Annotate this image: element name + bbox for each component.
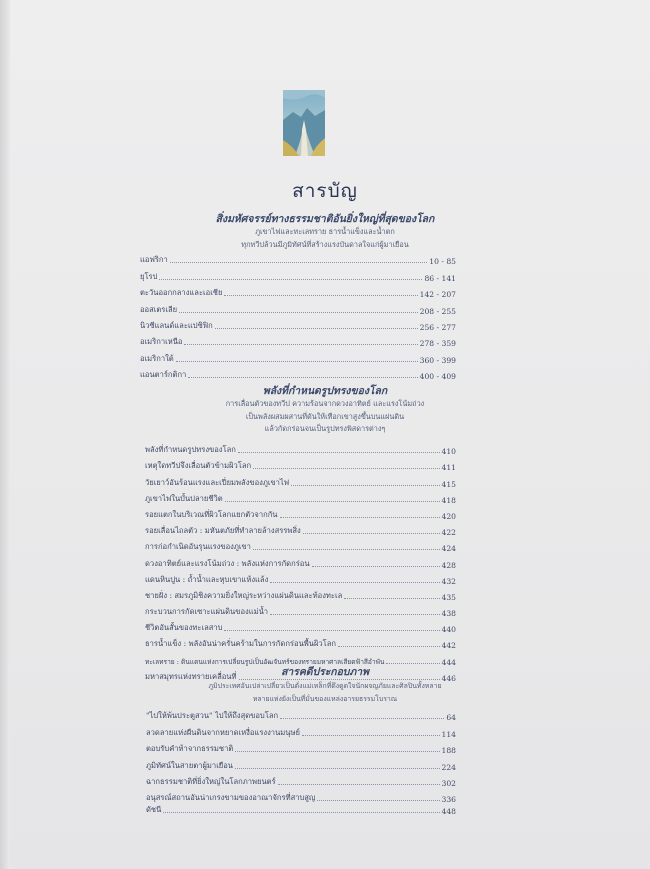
entry-page: 64 bbox=[446, 713, 456, 723]
entry-page: 278 - 359 bbox=[419, 339, 456, 349]
toc-entry[interactable] bbox=[145, 440, 456, 456]
entry-label: ดัชนี bbox=[146, 805, 162, 815]
entry-page: 142 - 207 bbox=[419, 290, 456, 300]
toc-entry[interactable] bbox=[145, 537, 456, 553]
page-title: สารบัญ bbox=[292, 180, 358, 202]
toc-entry[interactable] bbox=[146, 722, 456, 738]
entry-page: 114 bbox=[441, 729, 456, 739]
entry-label: ลวดลายแห่งผืนดินจากหยาดเหงื่อแรงงานมนุษย์ bbox=[146, 727, 300, 737]
toc-entry[interactable] bbox=[140, 365, 456, 381]
entry-label: แดนหินปูน : ถ้ำน้ำและหุบเขาแห้งแล้ง bbox=[145, 574, 269, 584]
toc-entry[interactable] bbox=[145, 472, 456, 488]
toc-entry[interactable] bbox=[145, 634, 456, 650]
section-intro bbox=[0, 680, 650, 705]
entry-page: 302 bbox=[441, 778, 456, 788]
toc-entry[interactable] bbox=[140, 250, 456, 266]
entry-page: 428 bbox=[441, 560, 456, 570]
entry-label: ฉากธรรมชาติที่ยิ่งใหญ่ในโลกภาพยนตร์ bbox=[146, 776, 276, 786]
entry-page: 256 - 277 bbox=[419, 322, 456, 332]
entry-page: 422 bbox=[441, 528, 456, 538]
toc-entry[interactable] bbox=[145, 456, 456, 472]
entry-label: กระบวนการกัดเซาะแผ่นดินของแม่น้ำ bbox=[145, 607, 269, 617]
toc-entry[interactable] bbox=[145, 570, 456, 586]
toc-entry[interactable] bbox=[145, 521, 456, 537]
entry-label: อเมริกาใต้ bbox=[140, 353, 174, 363]
intro-line: การเลื่อนตัวของทวีป ความร้อนจากดวงอาทิตย์ และแรงโน้มถ่วง bbox=[225, 399, 425, 408]
section-heading: สารคดีประกอบภาพ bbox=[281, 666, 369, 678]
entry-page: 400 - 409 bbox=[419, 372, 456, 382]
intro-line: ภูมิประเทศอันเปล่าเปลี่ยวเป็นดั่งแม่เหล็กที่ดึงดูดใจนักผจญภัยและศิลปินทั้งหลาย bbox=[208, 682, 442, 690]
entry-page: 418 bbox=[441, 495, 456, 505]
section-heading: พลังที่กำหนดรูปทรงของโลก bbox=[262, 385, 388, 397]
entry-page: 420 bbox=[441, 511, 456, 521]
intro-line: เป็นพลังผสมผสานที่ดันให้เทือกเขาสูงขึ้นบนแผ่นดิน bbox=[245, 411, 405, 421]
toc-entry[interactable] bbox=[140, 266, 456, 282]
section-intro bbox=[0, 398, 650, 436]
toc-entry[interactable] bbox=[145, 602, 456, 618]
entry-label: "ไปให้พ้นประตูสวน" ไปให้ถึงสุดขอบโลก bbox=[146, 711, 279, 721]
entry-label: ภูมิทัศน์ในสายตาผู้มาเยือน bbox=[146, 760, 233, 770]
entry-page: 188 bbox=[441, 746, 456, 756]
toc-entry[interactable] bbox=[146, 772, 456, 788]
entry-page: 432 bbox=[441, 576, 456, 586]
toc-list-index bbox=[146, 800, 456, 816]
entry-label: รอยแตกในบริเวณที่ผิวโลกแยกตัวจากกัน bbox=[145, 509, 278, 519]
intro-line: ภูเขาไฟและทะเลทราย ธารน้ำแข็งและน้ำตก bbox=[255, 227, 395, 236]
entry-label: ตอบรับคำท้าจากธรรมชาติ bbox=[146, 744, 234, 754]
entry-page: 446 bbox=[441, 673, 456, 683]
toc-entry[interactable] bbox=[145, 618, 456, 634]
toc-entry[interactable] bbox=[145, 553, 456, 569]
entry-label: การก่อกำเนิดอันรุนแรงของภูเขา bbox=[145, 542, 251, 552]
entry-label: ออสเตรเลีย bbox=[140, 304, 178, 314]
entry-label: ทะเลทราย : ดินแดนแห่งการเปลี่ยนรูปเป็นอัฒจันทร์ของทรายมหาศาลเสียดฟ้าสีอำพัน bbox=[145, 657, 385, 666]
section-heading: สิ่งมหัศจรรย์ทางธรรมชาติอันยิ่งใหญ่ที่สุดของโลก bbox=[215, 213, 435, 225]
toc-entry[interactable] bbox=[140, 316, 456, 332]
entry-page: 360 - 399 bbox=[419, 355, 456, 365]
entry-page: 438 bbox=[441, 609, 456, 619]
entry-label: ดวงอาทิตย์และแรงโน้มถ่วง : พลังแห่งการกัดกร่อน bbox=[145, 558, 310, 568]
entry-label: อเมริกาเหนือ bbox=[140, 337, 183, 347]
toc-list-section-2 bbox=[145, 440, 456, 683]
entry-label: รอยเลื่อนไถลตัว : มหันตภัยที่ทำลายล้างสรรพสิ่ง bbox=[145, 526, 301, 536]
entry-label: มหาสมุทรแห่งทรายเคลื่อนที่ bbox=[145, 671, 237, 681]
intro-line: แล้วกัดกร่อนจนเป็นรูปทรงพิสดารต่างๆ bbox=[264, 424, 386, 434]
entry-page: 86 - 141 bbox=[424, 273, 456, 283]
toc-entry[interactable] bbox=[140, 283, 456, 299]
toc-entry[interactable] bbox=[146, 755, 456, 771]
entry-page: 10 - 85 bbox=[429, 257, 456, 267]
toc-list-section-3 bbox=[146, 706, 456, 804]
toc-entry[interactable] bbox=[145, 505, 456, 521]
entry-page: 208 - 255 bbox=[419, 306, 456, 316]
entry-label: นิวซีแลนด์และแปซิฟิก bbox=[140, 320, 213, 330]
intro-line: หลายแห่งยังเป็นที่มั่นของแหล่งอารยธรรมโบราณ bbox=[252, 694, 398, 703]
entry-label: เหตุใดทวีปจึงเลื่อนตัวข้ามผิวโลก bbox=[145, 461, 252, 471]
entry-label: อนุสรณ์สถานอันน่าเกรงขามของอาณาจักรที่สาบสูญ bbox=[146, 793, 316, 803]
entry-label: ภูเขาไฟในบั้นปลายชีวิต bbox=[145, 493, 223, 503]
entry-page: 440 bbox=[441, 625, 456, 635]
toc-entry-index[interactable] bbox=[146, 800, 456, 816]
toc-entry[interactable] bbox=[140, 299, 456, 315]
entry-page: 435 bbox=[441, 592, 456, 602]
toc-entry[interactable] bbox=[145, 489, 456, 505]
entry-label: ชายฝั่ง : สมรภูมิชิงความยิ่งใหญ่ระหว่างแผ่นดินและท้องทะเล bbox=[145, 590, 343, 600]
entry-page: 424 bbox=[441, 544, 456, 554]
entry-label: ยุโรป bbox=[140, 271, 158, 281]
entry-label: ธารน้ำแข็ง : พลังอันน่าครั่นคร้ามในการกัดกร่อนพื้นผิวโลก bbox=[145, 639, 337, 649]
entry-page: 415 bbox=[441, 479, 456, 489]
section-intro bbox=[0, 226, 650, 251]
entry-label: วัยเยาว์อันร้อนแรงและเปี่ยมพลังของภูเขาไฟ bbox=[145, 477, 290, 487]
entry-label: พลังที่กำหนดรูปทรงของโลก bbox=[145, 445, 236, 455]
intro-line: ทุกทวีปล้วนมีภูมิทัศน์ที่สร้างแรงบันดาลใจแก่ผู้มาเยือน bbox=[241, 239, 409, 249]
entry-label: ตะวันออกกลางและเอเชีย bbox=[140, 288, 223, 298]
toc-entry[interactable] bbox=[140, 332, 456, 348]
toc-entry[interactable] bbox=[140, 348, 456, 364]
toc-list-section-1 bbox=[140, 250, 456, 381]
cover-thumbnail-image bbox=[283, 90, 325, 156]
entry-page: 448 bbox=[441, 807, 456, 817]
entry-page: 410 bbox=[441, 447, 456, 457]
entry-page: 442 bbox=[441, 641, 456, 651]
entry-label: แอนตาร์กติกา bbox=[140, 370, 187, 380]
entry-label: ชีวิตอันสั้นของทะเลสาบ bbox=[145, 623, 223, 633]
toc-entry[interactable] bbox=[146, 706, 456, 722]
toc-entry[interactable] bbox=[145, 586, 456, 602]
entry-page: 444 bbox=[441, 657, 456, 667]
entry-label: แอฟริกา bbox=[140, 255, 168, 265]
entry-page: 224 bbox=[441, 762, 456, 772]
entry-page: 411 bbox=[441, 463, 456, 473]
toc-entry[interactable] bbox=[146, 739, 456, 755]
entry-page: 336 bbox=[441, 795, 456, 805]
